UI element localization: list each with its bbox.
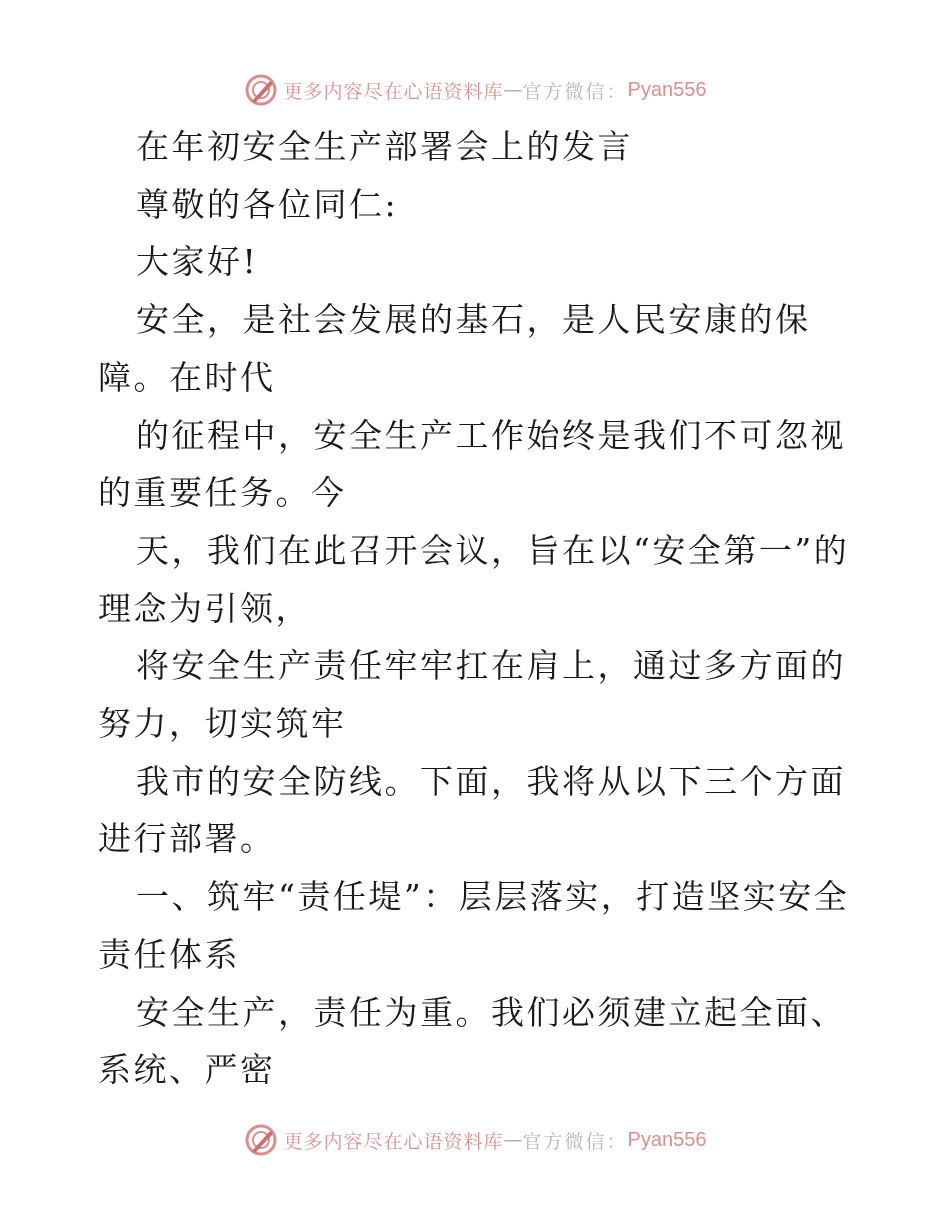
watermark-main-text: 更多内容尽在心语资料库	[283, 1130, 504, 1153]
paragraph: 安全生产，责任为重。我们必须建立起全面、系统、严密	[98, 992, 846, 1090]
document-title: 在年初安全生产部署会上的发言	[136, 127, 633, 166]
watermark-dash: —	[503, 79, 523, 101]
paragraph: 安全，是社会发展的基石，是人民安康的保障。在时代	[98, 300, 811, 397]
paragraph: 天，我们在此召开会议，旨在以“安全第一”的理念为引领，	[98, 530, 850, 628]
watermark-wechat-id: Pyan556	[627, 78, 707, 101]
paragraph: 的征程中，安全生产工作始终是我们不可忽视的重要任务。今	[98, 415, 846, 513]
watermark-wechat-id: Pyan556	[627, 1128, 707, 1151]
pen-logo-icon	[244, 1123, 278, 1157]
watermark-footer	[0, 1120, 950, 1160]
pen-logo-icon	[244, 73, 278, 107]
document-body	[98, 118, 858, 1099]
watermark-main-text: 更多内容尽在心语资料库	[283, 80, 504, 103]
watermark-label: 官方微信：	[522, 80, 628, 103]
section-heading: 一、筑牢“责任堤”：层层落实，打造坚实安全责任体系	[98, 877, 850, 974]
paragraph: 将安全生产责任牢牢扛在肩上，通过多方面的努力，切实筑牢	[98, 646, 846, 744]
watermark-label: 官方微信：	[522, 1130, 628, 1153]
watermark-header	[0, 70, 950, 110]
salutation: 尊敬的各位同仁:	[136, 184, 399, 224]
paragraph: 我市的安全防线。下面，我将从以下三个方面进行部署。	[98, 761, 846, 859]
greeting: 大家好!	[136, 242, 259, 282]
watermark-dash: —	[503, 1129, 523, 1151]
